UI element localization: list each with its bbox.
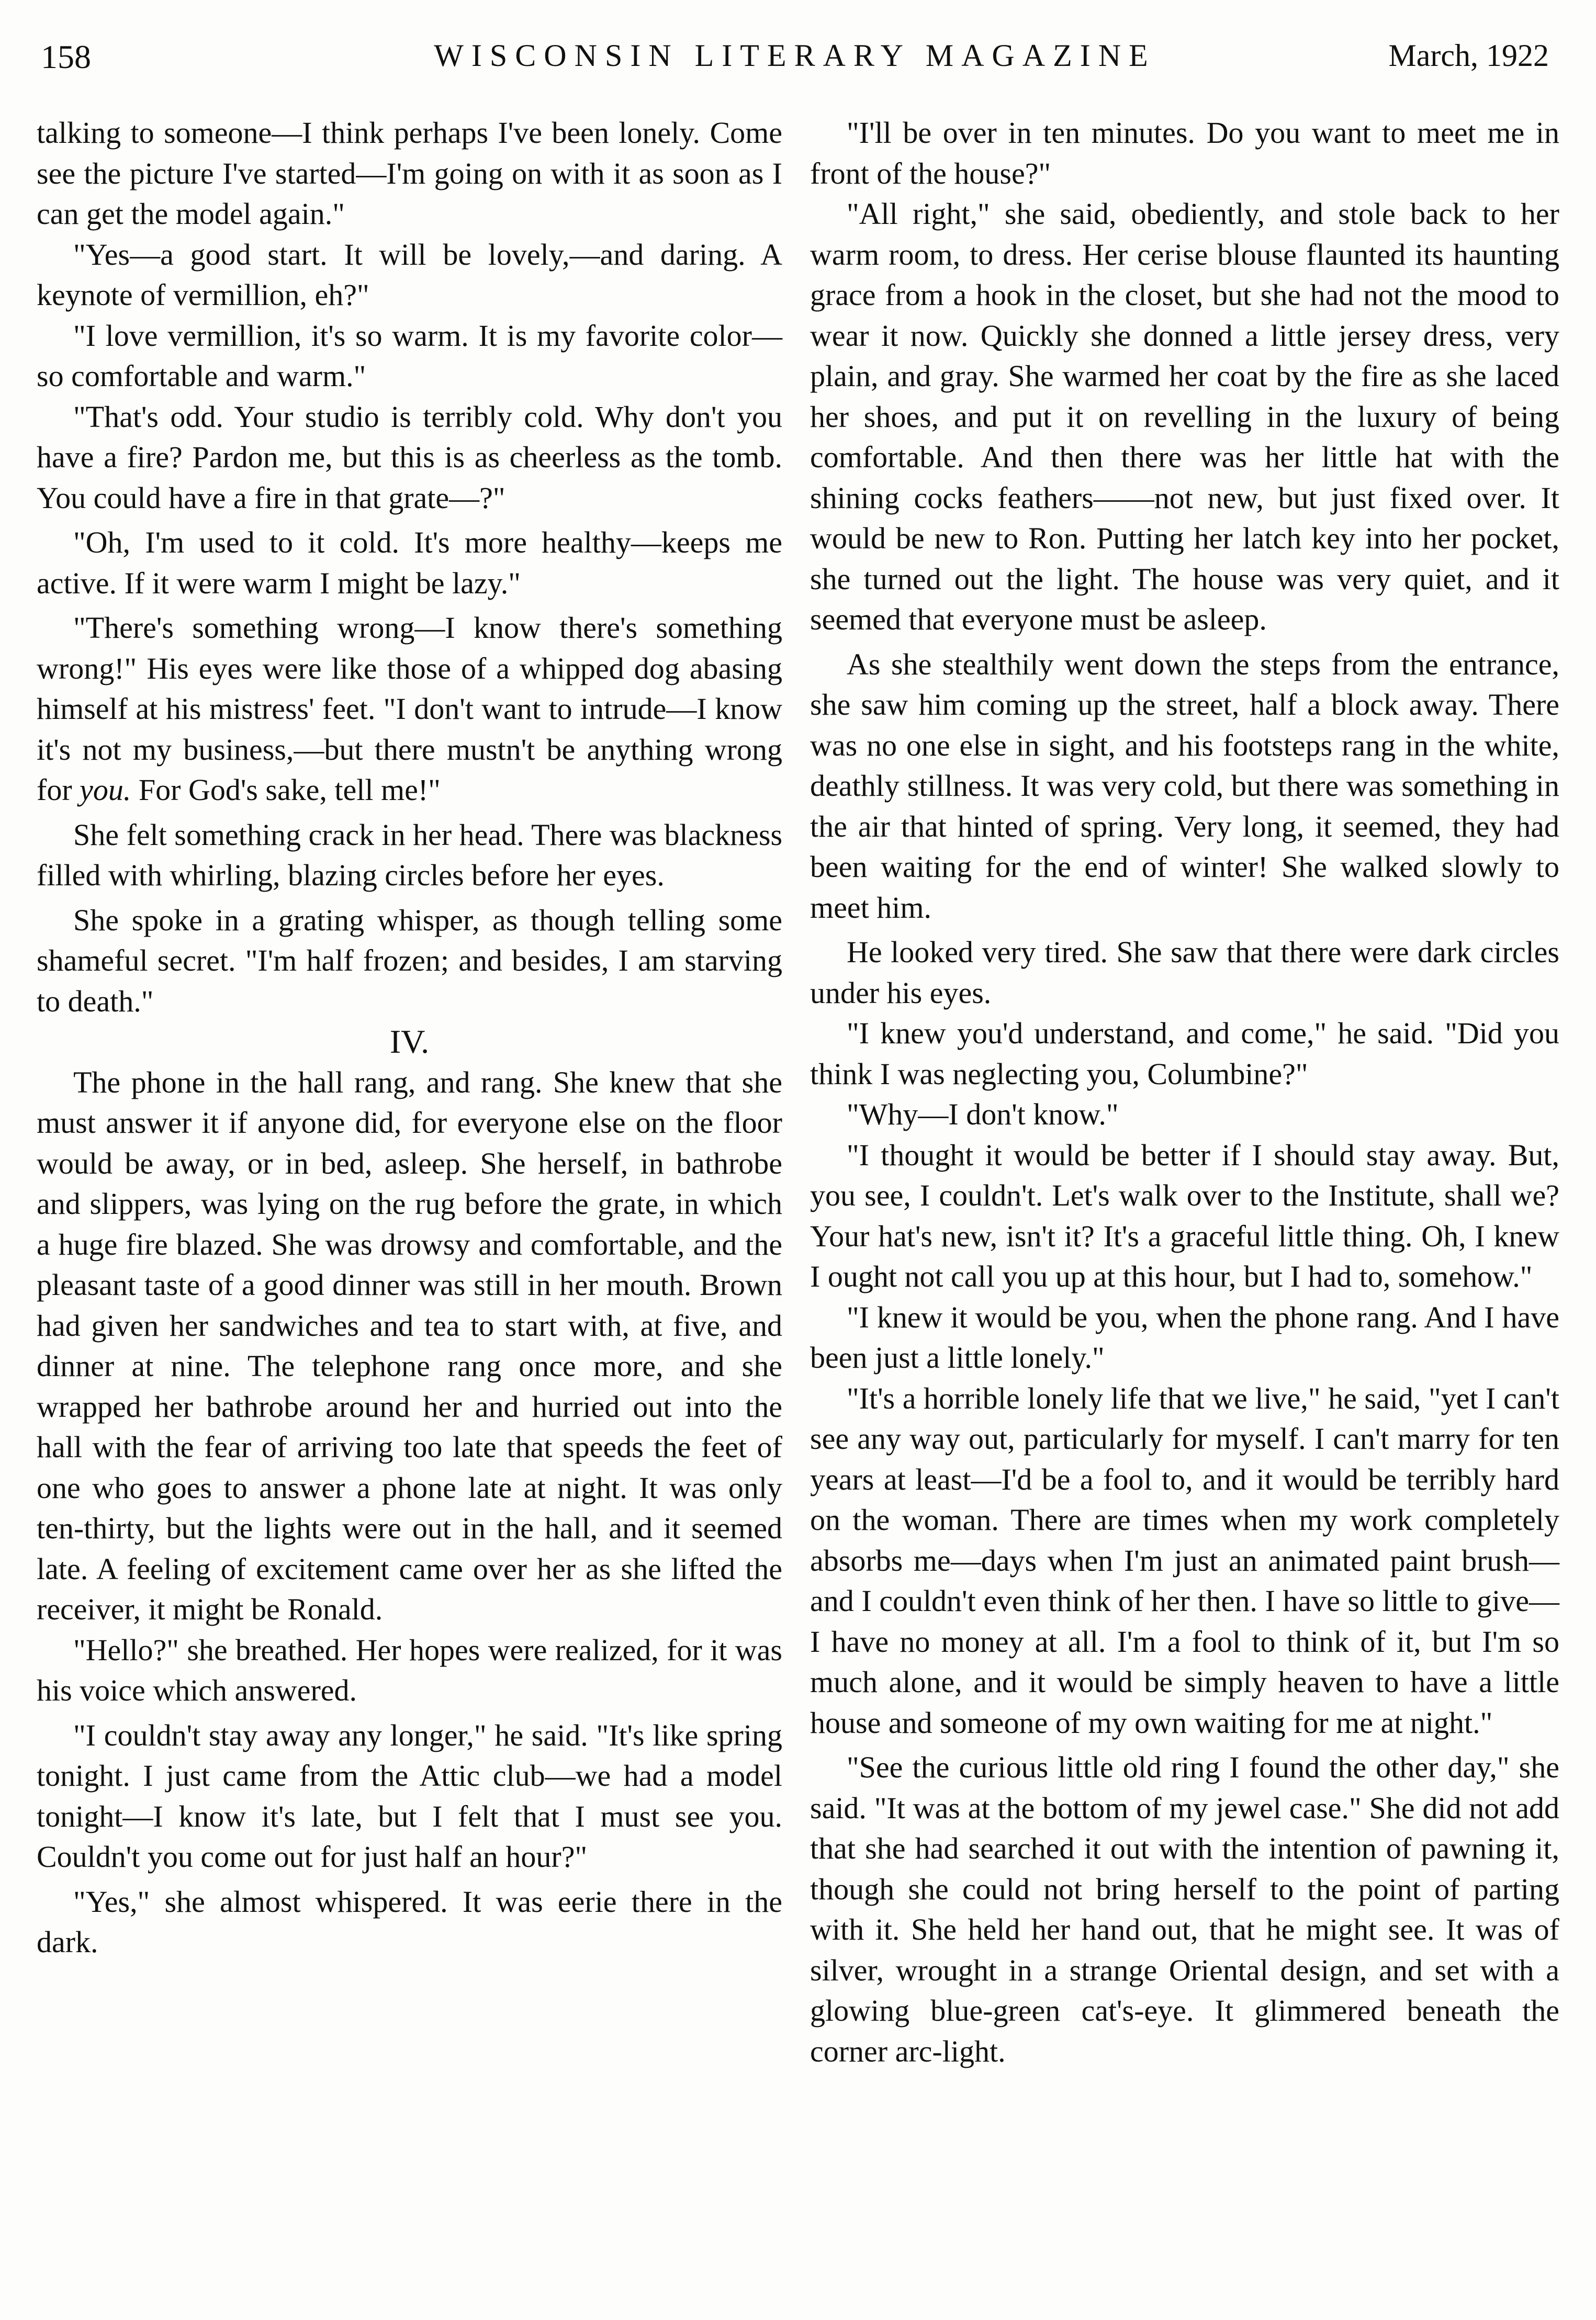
right-column <box>810 112 1559 2071</box>
paragraph: The phone in the hall rang, and rang. She knew that she must answer it if anyone did, for everyone else on the floor would be away, or in bed, asleep. She herself, in bathrobe and slippers, was lying on the rug before the grate, in which a huge fire blazed. She was drowsy and comfortable, and the pleasant taste of a good dinner was still in her mouth. Brown had given her sandwiches and tea to start with, at five, and dinner at nine. The telephone rang once more, and she wrapped her bathrobe around her and hurried out into the hall with the fear of arriving too late that speeds the feet of one who goes to answer a phone late at night. It was only ten-thirty, but the lights were out in the hall, and it seemed late. A feeling of excitement came over her as she lifted the receiver, it might be Ronald. <box>37 1065 782 1626</box>
paragraph-text: "There's something wrong—I know there's something wrong!" His eyes were like those of a whipped dog abasing himself at his mistress' feet. "I don't want to intrude—I know it's not my business,—but there mustn't be anything wrong for <box>37 611 782 807</box>
paragraph: "I knew you'd understand, and come," he said. "Did you think I was neglecting you, Columbine?" <box>810 1016 1559 1091</box>
paragraph: As she stealthily went down the steps from the entrance, she saw him coming up the street, half a block away. There was no one else in sight, and his footsteps rang in the white, deathly stillness. It was very cold, but there was something in the air that hinted of spring. Very long, it seemed, they had been waiting for the end of winter! She walked slowly to meet him. <box>810 647 1559 925</box>
issue-date: March, 1922 <box>1388 38 1549 73</box>
paragraph: She spoke in a grating whisper, as though telling some shameful secret. "I'm half frozen; and besides, I am starving to death." <box>37 903 782 1018</box>
paragraph: "I thought it would be better if I should stay away. But, you see, I couldn't. Let's walk over to the Institute, shall we? Your hat's new, isn't it? It's a graceful little thing. Oh, I knew I ought not call you up at this hour, but I had to, somehow." <box>810 1138 1559 1293</box>
running-header <box>41 38 1549 85</box>
section-heading: IV. <box>389 1023 430 1060</box>
paragraph: "Yes," she almost whispered. It was eerie there in the dark. <box>37 1884 782 1959</box>
paragraph: "I knew it would be you, when the phone rang. And I have been just a little lonely." <box>810 1300 1559 1375</box>
paragraph-text: For God's sake, tell me!" <box>131 773 441 807</box>
left-column <box>37 112 782 1963</box>
paragraph: "It's a horrible lonely life that we live," he said, "yet I can't see any way out, particularly for myself. I can't marry for ten years at least—I'd be a fool to, and it would be terribly hard on the woman. There are times when my work completely absorbs me—days when I'm just an animated paint brush—and I couldn't even think of her then. I have so little to give—I have no money at all. I'm a fool to think of it, but I'm so much alone, and it would be simply heaven to have a little house and someone of my own waiting for me at night." <box>810 1381 1559 1740</box>
paragraph: He looked very tired. She saw that there were dark circles under his eyes. <box>810 935 1559 1010</box>
paragraph: "Why—I don't know." <box>847 1097 1119 1131</box>
paragraph: "I'll be over in ten minutes. Do you want to meet me in front of the house?" <box>810 116 1559 190</box>
paragraph: "I couldn't stay away any longer," he said. "It's like spring tonight. I just came from the Attic club—we had a model tonight—I know it's late, but I felt that I must see you. Couldn't you come out for just half an hour?" <box>37 1718 782 1874</box>
paragraph: talking to someone—I think perhaps I've been lonely. Come see the picture I've started—I'm going on with it as soon as I can get the model again." <box>37 116 782 231</box>
magazine-title: WISCONSIN LITERARY MAGAZINE <box>434 38 1156 73</box>
paragraph: "Yes—a good start. It will be lovely,—and daring. A keynote of vermillion, eh?" <box>37 237 782 312</box>
page-number: 158 <box>41 38 91 75</box>
paragraph <box>37 607 782 810</box>
paragraph: "Oh, I'm used to it cold. It's more healthy—keeps me active. If it were warm I might be lazy." <box>37 525 782 600</box>
paragraph: She felt something crack in her head. There was blackness filled with whirling, blazing circles before her eyes. <box>37 817 783 892</box>
paragraph: "That's odd. Your studio is terribly cold. Why don't you have a fire? Pardon me, but this is as cheerless as the tomb. You could have a fire in that grate—?" <box>37 399 782 515</box>
paragraph: "See the curious little old ring I found the other day," she said. "It was at the bottom of my jewel case." She did not add that she had searched it out with the intention of pawning it, though she could not bring herself to the point of parting with it. She held her hand out, that he might see. It was of silver, wrought in a strange Oriental design, and set with a glowing blue-green cat's-eye. It glimmered beneath the corner arc-light. <box>810 1750 1559 2068</box>
paragraph: "All right," she said, obediently, and stole back to her warm room, to dress. Her cerise blouse flaunted its haunting grace from a hook in the closet, but she had not the mood to wear it now. Quickly she donned a little jersey dress, very plain, and gray. She warmed her coat by the fire as she laced her shoes, and put it on revelling in the luxury of being comfortable. And then there was her little hat with the shining cocks feathers——not new, but just fixed over. It would be new to Ron. Putting her latch key into her pocket, she turned out the light. The house was very quiet, and it seemed that everyone must be asleep. <box>810 197 1559 636</box>
emphasized-word: you. <box>80 773 131 807</box>
paragraph: "I love vermillion, it's so warm. It is my favorite color—so comfortable and warm." <box>37 318 782 393</box>
paragraph: "Hello?" she breathed. Her hopes were realized, for it was his voice which answered. <box>37 1632 782 1707</box>
